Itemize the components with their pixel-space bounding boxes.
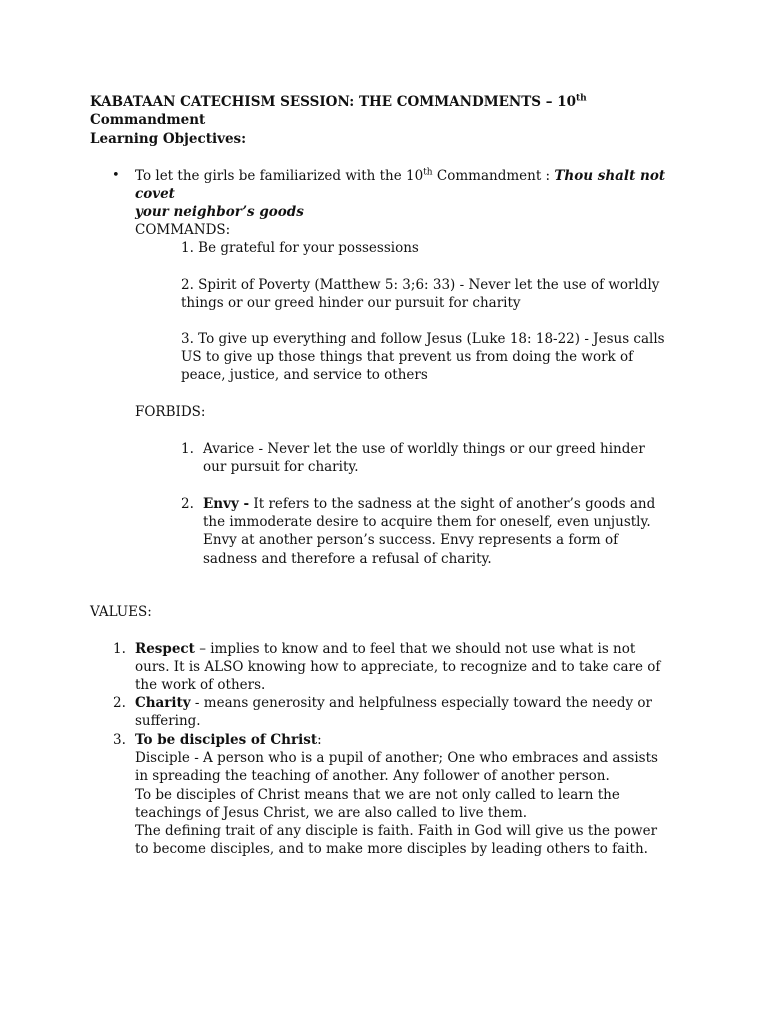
forbids-item-2-number: 2.: [181, 496, 194, 512]
values-item-1-text: [135, 640, 667, 695]
values-item-2-text: [135, 694, 665, 730]
title-main: KABATAAN CATECHISM SESSION: THE COMMANDMENTS – 10: [90, 94, 576, 110]
values-item-1-term: Respect: [135, 641, 195, 657]
objective-emphasis-line1: Thou shalt not covet: [135, 168, 666, 203]
document-title: [90, 93, 690, 129]
values-item-2-body: - means generosity and helpfulness especially toward the needy or suffering.: [135, 695, 652, 730]
forbids-item-1-body: Avarice - Never let the use of worldly things or our greed hinder our pursuit for charity.: [203, 441, 645, 476]
forbids-item-1-number: 1.: [181, 441, 194, 457]
forbids-item-2-term: Envy -: [203, 496, 250, 512]
forbids-item-2-text: [203, 495, 661, 568]
values-item-2-term: Charity: [135, 695, 191, 711]
values-item-3-paragraph-3: The defining trait of any disciple is faith. Faith in God will give us the power to become disciples, and to make more disciples by leading others to faith.: [135, 823, 658, 858]
learning-objectives-heading: Learning Objectives:: [90, 131, 247, 147]
forbids-item-2-body: It refers to the sadness at the sight of another’s goods and the immoderate desire to acquire them for oneself, even unjustly. Envy at another person’s success. Envy represents a form of sadness and therefore a refusal of charity.: [203, 496, 656, 567]
forbids-item-1-text: [203, 440, 661, 476]
values-item-3-paragraph-1: Disciple - A person who is a pupil of another; One who embraces and assists in spreading the teaching of another. Any follower of another person.: [135, 750, 658, 785]
values-heading: VALUES:: [90, 604, 152, 620]
objective-bullet-text: [135, 167, 675, 222]
command-item-2: 2. Spirit of Poverty (Matthew 5: 3;6: 33) - Never let the use of worldly things or our greed hinder our pursuit for charity: [181, 277, 660, 312]
values-item-3-paragraph-2: To be disciples of Christ means that we are not only called to learn the teachings of Jesus Christ, we are also called to live them.: [135, 786, 620, 821]
values-item-1-number: 1.: [113, 641, 126, 657]
values-item-2-number: 2.: [113, 695, 126, 711]
objective-prefix: To let the girls be familiarized with the 10: [135, 168, 424, 184]
objective-emphasis-line2: your neighbor’s goods: [135, 204, 304, 221]
commands-heading: COMMANDS:: [135, 222, 231, 238]
forbids-heading: FORBIDS:: [135, 404, 206, 420]
values-item-3-number: 3.: [113, 732, 126, 748]
title-superscript: th: [576, 93, 587, 104]
objective-superscript: th: [423, 167, 433, 178]
title-rest: Commandment: [90, 112, 206, 129]
command-item-1: 1. Be grateful for your possessions: [181, 240, 419, 256]
command-item-3: 3. To give up everything and follow Jesus (Luke 18: 18-22) - Jesus calls US to give up those things that prevent us from doing the work of peace, justice, and service to others: [181, 331, 665, 384]
values-item-1-body: – implies to know and to feel that we should not use what is not ours. It is ALSO knowing how to appreciate, to recognize and to take care of the work of others.: [135, 641, 661, 694]
values-item-3-term: To be disciples of Christ: [135, 732, 318, 748]
values-item-3-colon: :: [317, 732, 322, 748]
bullet-icon: •: [112, 168, 120, 183]
objective-mid: Commandment :: [432, 168, 555, 184]
values-item-3-heading: [135, 731, 671, 749]
values-item-3-text: [135, 731, 671, 858]
